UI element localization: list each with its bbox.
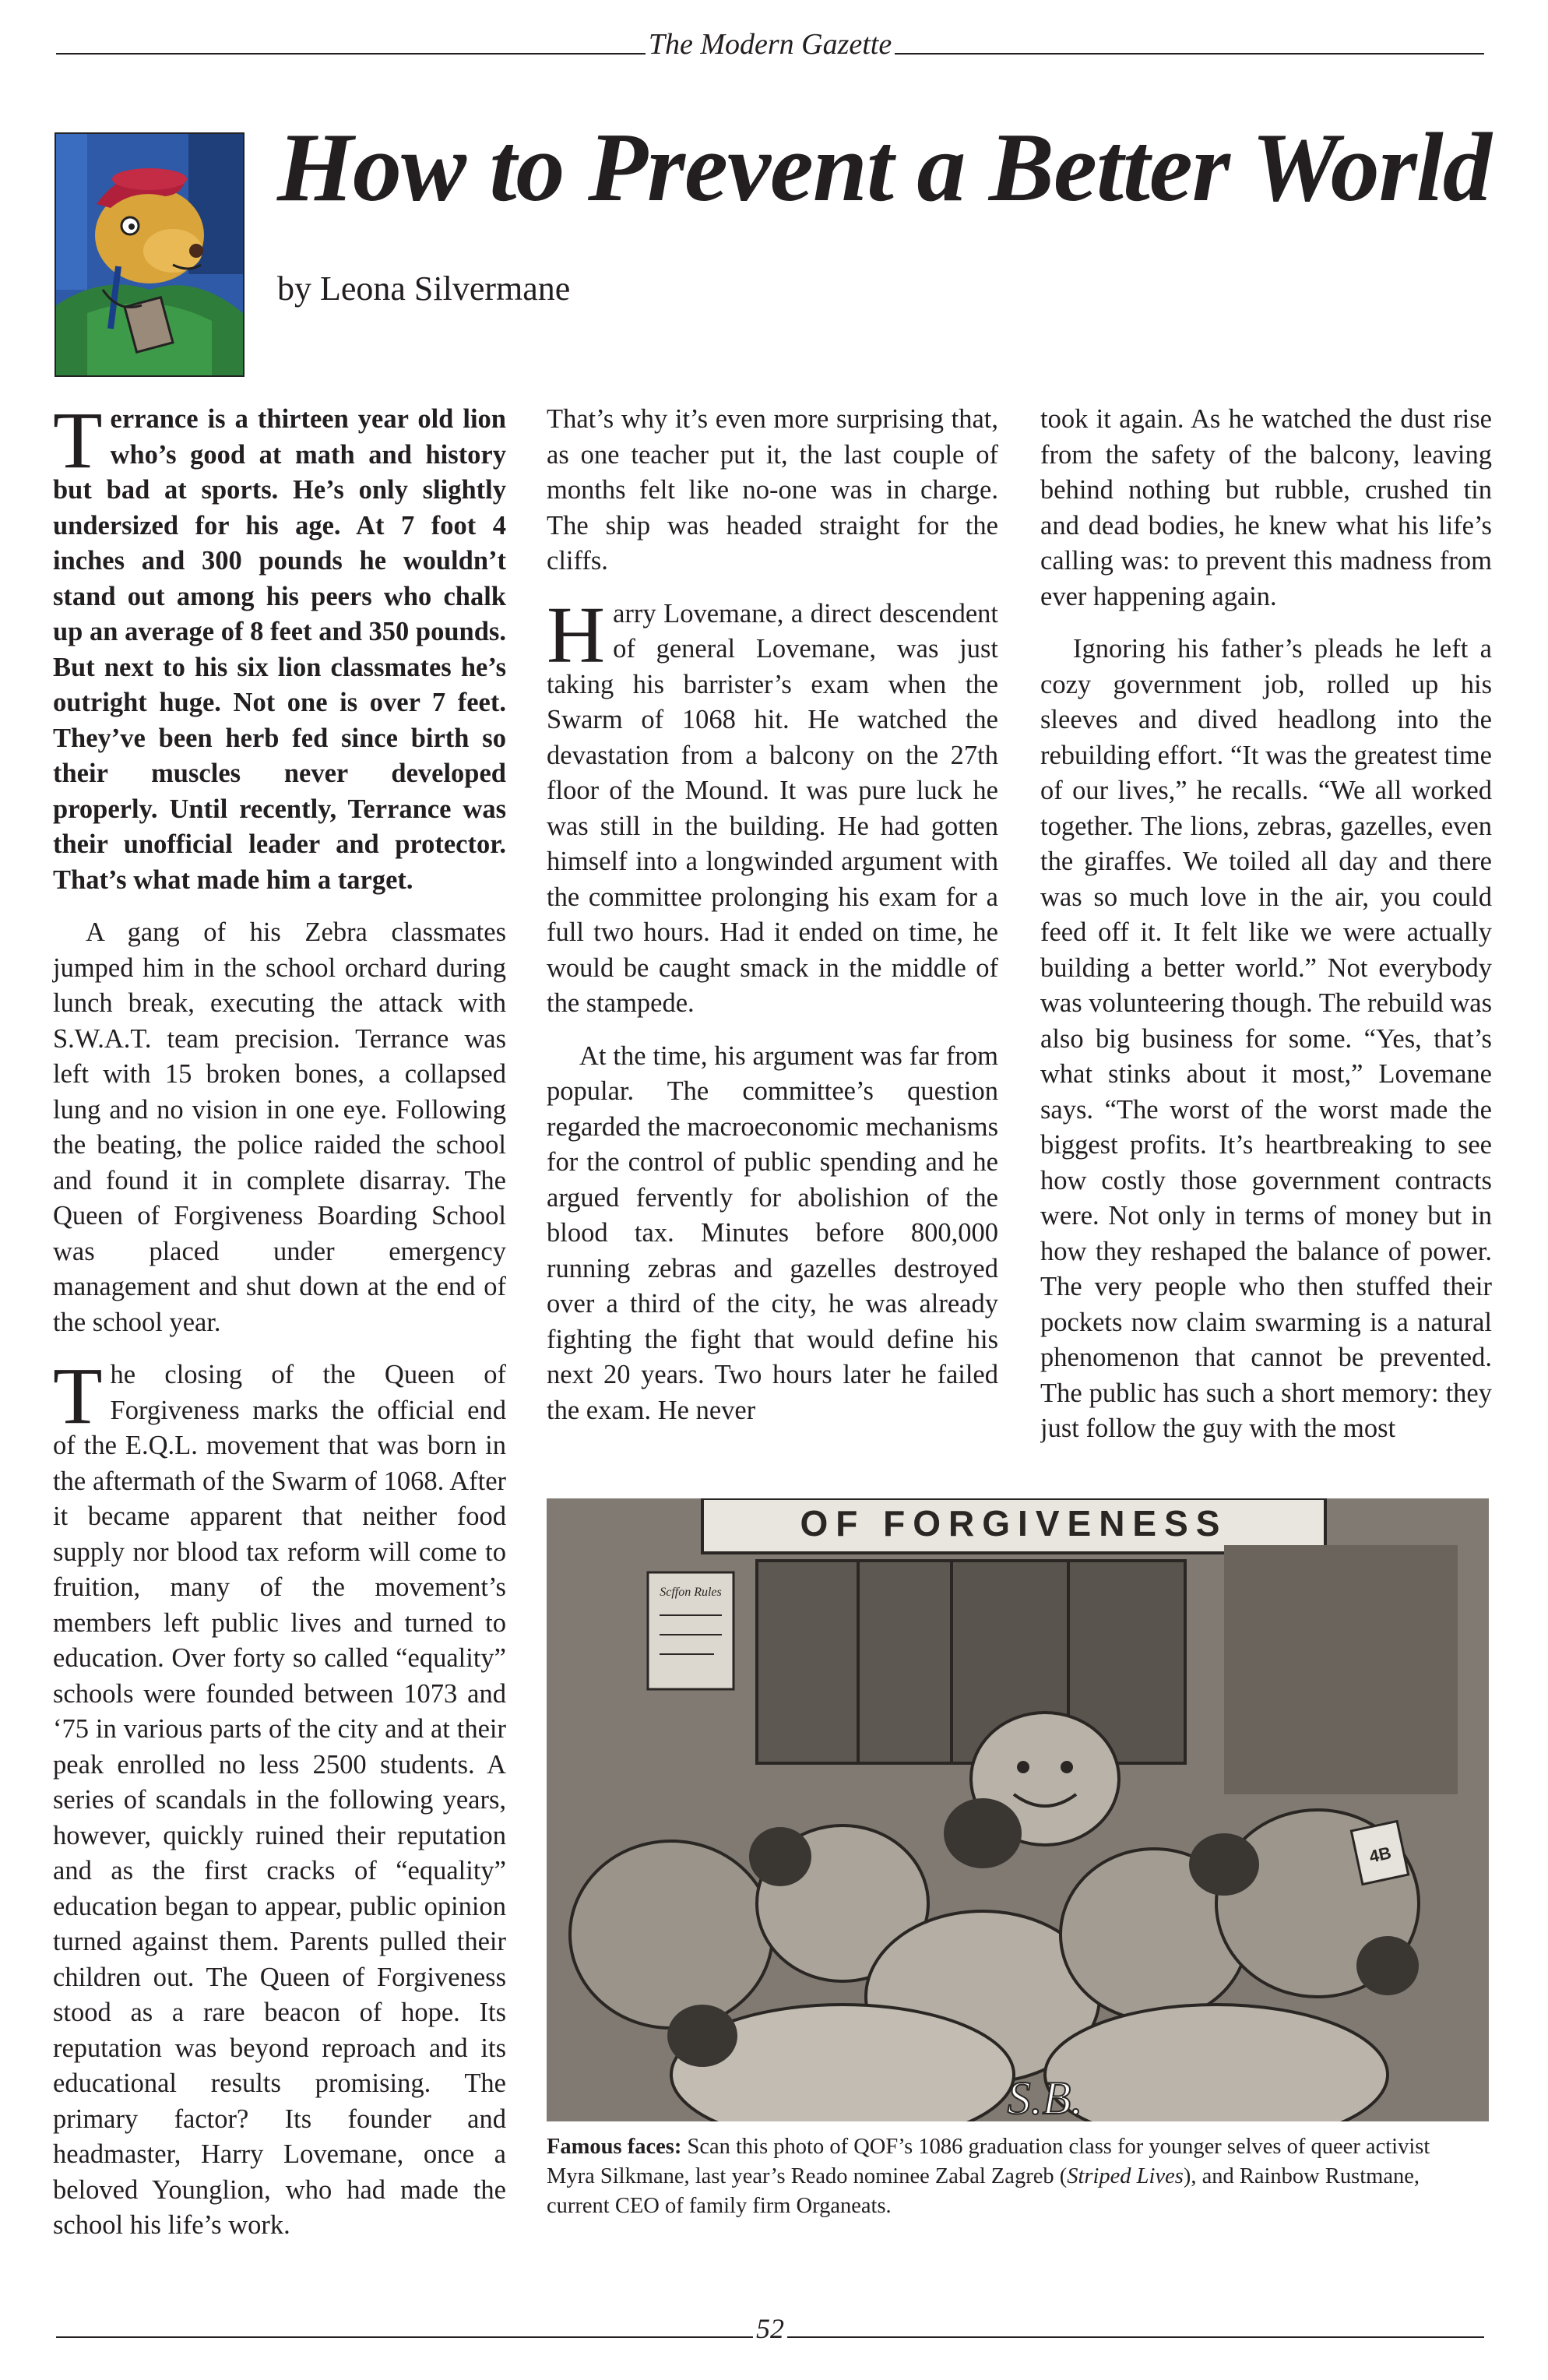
paragraph: That’s why it’s even more surprising that, as one teacher put it, the last couple of months felt like no-one was in charge. The ship was headed straight for the cliffs. [547,404,998,576]
photo-caption [547,2132,1465,2221]
caption-label: Famous faces: [547,2135,682,2159]
footer-rule-right [787,2336,1484,2338]
article-column-1 [53,396,506,2261]
paragraph: A gang of his Zebra classmates jumped him in the school orchard during lunch break, executing the attack with S.W.A.T. team precision. Terrance was left with 15 broken bones, a collapsed lung and no vision in one eye. Following the beating, the police raided the school and found it in complete disarray. The Queen of Forgiveness Boarding School was placed under emergency management and shut down at the end of the school year. [53,917,506,1337]
paragraph-text: he closing of the Queen of Forgiveness marks the official end of the E.Q.L. movement that was born in the aftermath of the Swarm of 1068. After it became apparent that neither food supply nor blood tax reform will come to fruition, many of the movement’s members left public lives and turned to education. Over forty so called “equality” schools were founded between 1073 and ‘75 in various parts of the city and at their peak enrolled no less 2500 students. A series of scandals in the following years, however, quickly ruined their reputation and as the first cracks of “equality” education began to appear, public opinion turned against them. Parents pulled their children out. The Queen of Forgiveness stood as a rare beacon of hope. Its reputation was beyond reproach and its educational results promising. The primary factor? Its founder and headmaster, Harry Lovemane, once a beloved Younglion, who had made the school his life’s work. [53,1360,506,2240]
paragraph [547,590,998,1022]
caption-text-end: ), and Rainbow Rustmane, current CEO of family firm Organeats. [547,2164,1420,2218]
author-portrait-icon [55,132,245,377]
lead-paragraph [53,396,506,898]
paragraph [53,1351,506,2244]
drop-cap: T [53,396,103,485]
article-title: How to Prevent a Better World [277,114,1491,222]
caption-book-title: Striped Lives [1067,2164,1184,2188]
page-footer [56,2305,1484,2344]
lead-text: errance is a thirteen year old lion who’s good at math and history but bad at sports. He’s only slightly undersized for his age. At 7 foot 4 inches and 300 pounds he wouldn’t stand out among his peers who chalk up an average of 8 feet and 350 pounds. But next to his six lion classmates he’s outright huge. Not one is over 7 feet. They’ve been herb fed since birth so their muscles never developed properly. Until recently, Terrance was their unofficial leader and protector. That’s what made him a target. [53,404,506,895]
page-header [56,22,1484,61]
caption-text: Scan this photo of QOF’s 1086 graduation class for younger selves of queer activist Myra Silkmane, last year’s Reado nominee Zabal Zagreb ( [547,2135,1430,2188]
header-rule-left [56,53,646,55]
artist-signature: S.B. [1007,2072,1083,2121]
banner-text: OF FORGIVENESS [800,1503,1228,1544]
drop-cap: H [547,590,606,680]
article-byline: by Leona Silvermane [277,269,571,308]
paragraph-text: arry Lovemane, a direct descendent of general Lovemane, was just taking his barrister’s exam when the Swarm of 1068 hit. He watched the devastation from a balcony on the 27th floor of the Mound. It was pure luck he was still in the building. He had gotten himself into a longwinded argument with the committee prolonging his exam for a full two hours. Had it ended on time, he would be caught smack in the middle of the stampede. [547,598,998,1018]
notice-text: Scffon Rules [660,1586,722,1599]
article-column-3 [1040,402,1492,1453]
sign-text: 4B [1367,1843,1393,1867]
article-column-2 [547,402,998,1445]
drop-cap: T [53,1351,103,1441]
paragraph: took it again. As he watched the dust rise from the safety of the balcony, leaving behind nothing but rubble, crushed tin and dead bodies, he knew what his life’s calling was: to prevent this madness from ever happening again. [1040,404,1492,611]
footer-rule-left [56,2336,753,2338]
page-number: 52 [756,2313,784,2344]
paragraph: Ignoring his father’s pleads he left a cozy government job, rolled up his sleeves and dived headlong into the rebuilding effort. “It was the greatest time of our lives,” he recalls. “We all worked together. The lions, zebras, gazelles, even the giraffes. We toiled all day and there was so much love in the air, you could feed off it. It felt like we were actually building a better world.” Not everybody was volunteering though. The rebuild was also big business for some. “Yes, that’s what stinks about it most,” Lovemane says. “The worst of the worst made the biggest profits. It’s heartbreaking to see how costly those government contracts were. Not only in terms of money but in how they reshaped the balance of power. The very people who then stuffed their pockets now claim swarming is a natural phenomenon that cannot be prevented. The public has such a short memory: they just follow the guy with the most [1040,634,1492,1443]
paragraph: At the time, his argument was far from popular. The committee’s question regarded the macroeconomic mechanisms for the control of public spending and he argued fervently for abolishion of the blood tax. Minutes before 800,000 running zebras and gazelles destroyed over a third of the city, he was already fighting the fight that would define his next 20 years. Two hours later he failed the exam. He never [547,1040,998,1425]
class-photo-illustration [547,1498,1489,2121]
header-rule-right [895,53,1484,55]
publication-name: The Modern Gazette [648,28,892,61]
